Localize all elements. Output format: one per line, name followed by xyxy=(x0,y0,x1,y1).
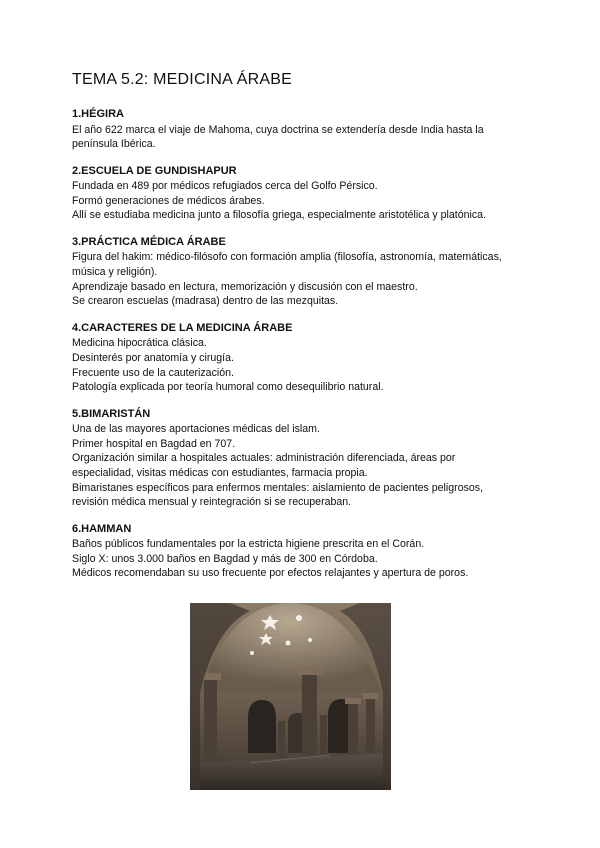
section-heading: 2.ESCUELA DE GUNDISHAPUR xyxy=(72,164,237,177)
section-line: Siglo X: unos 3.000 baños en Bagdad y más de 300 en Córdoba. xyxy=(72,552,378,565)
section-line: Figura del hakim: médico-filósofo con formación amplia (filosofía, astronomía, matemáticas, xyxy=(72,251,502,264)
section-line: península Ibérica. xyxy=(72,138,156,151)
section-line: Allí se estudiaba medicina junto a filosofía griega, especialmente aristotélica y platónica. xyxy=(72,209,486,222)
section-line: Medicina hipocrática clásica. xyxy=(72,337,207,350)
section-line: Fundada en 489 por médicos refugiados cerca del Golfo Pérsico. xyxy=(72,180,378,193)
section-line: especialidad, visitas médicas con estudiantes, farmacia propia. xyxy=(72,467,368,479)
page-title: TEMA 5.2: MEDICINA ÁRABE xyxy=(72,71,292,88)
section-line: Frecuente uso de la cauterización. xyxy=(72,366,234,379)
section-heading: 4.CARACTERES DE LA MEDICINA ÁRABE xyxy=(72,321,293,334)
section-caracteres xyxy=(72,321,532,395)
document-body xyxy=(72,107,532,593)
section-line: El año 622 marca el viaje de Mahoma, cuya doctrina se extendería desde India hasta la xyxy=(72,123,484,136)
section-line: Organización similar a hospitales actuales: administración diferenciada, áreas por xyxy=(72,452,456,465)
section-heading: 6.HAMMAN xyxy=(72,522,132,535)
section-hegira xyxy=(72,107,532,152)
section-line: música y religión). xyxy=(72,266,158,279)
section-line: Se crearon escuelas (madrasa) dentro de las mezquitas. xyxy=(72,295,339,308)
section-heading: 3.PRÁCTICA MÉDICA ÁRABE xyxy=(72,235,226,248)
section-line: Aprendizaje basado en lectura, memorización y discusión con el maestro. xyxy=(72,280,418,293)
section-line: Patología explicada por teoría humoral como desequilibrio natural. xyxy=(72,381,384,394)
hammam-photo xyxy=(190,603,391,790)
section-heading: 1.HÉGIRA xyxy=(72,108,124,120)
section-line: Formó generaciones de médicos árabes. xyxy=(72,194,265,207)
section-gundishapur xyxy=(72,164,532,223)
section-line: Una de las mayores aportaciones médicas del islam. xyxy=(72,423,320,436)
section-line: revisión médica mensual y reintegración si se recuperaban. xyxy=(72,496,352,509)
section-line: Médicos recomendaban su uso frecuente por efectos relajantes y apertura de poros. xyxy=(72,567,469,580)
section-line: Primer hospital en Bagdad en 707. xyxy=(72,437,236,450)
section-practica-medica xyxy=(72,235,532,309)
section-line: Bimaristanes específicos para enfermos mentales: aislamiento de pacientes peligrosos, xyxy=(72,481,484,494)
section-bimaristan xyxy=(72,407,532,510)
section-line: Baños públicos fundamentales por la estricta higiene prescrita en el Corán. xyxy=(72,538,425,551)
section-line: Desinterés por anatomía y cirugía. xyxy=(72,351,234,364)
section-heading: 5.BIMARISTÁN xyxy=(72,407,151,420)
section-hamman xyxy=(72,522,532,581)
